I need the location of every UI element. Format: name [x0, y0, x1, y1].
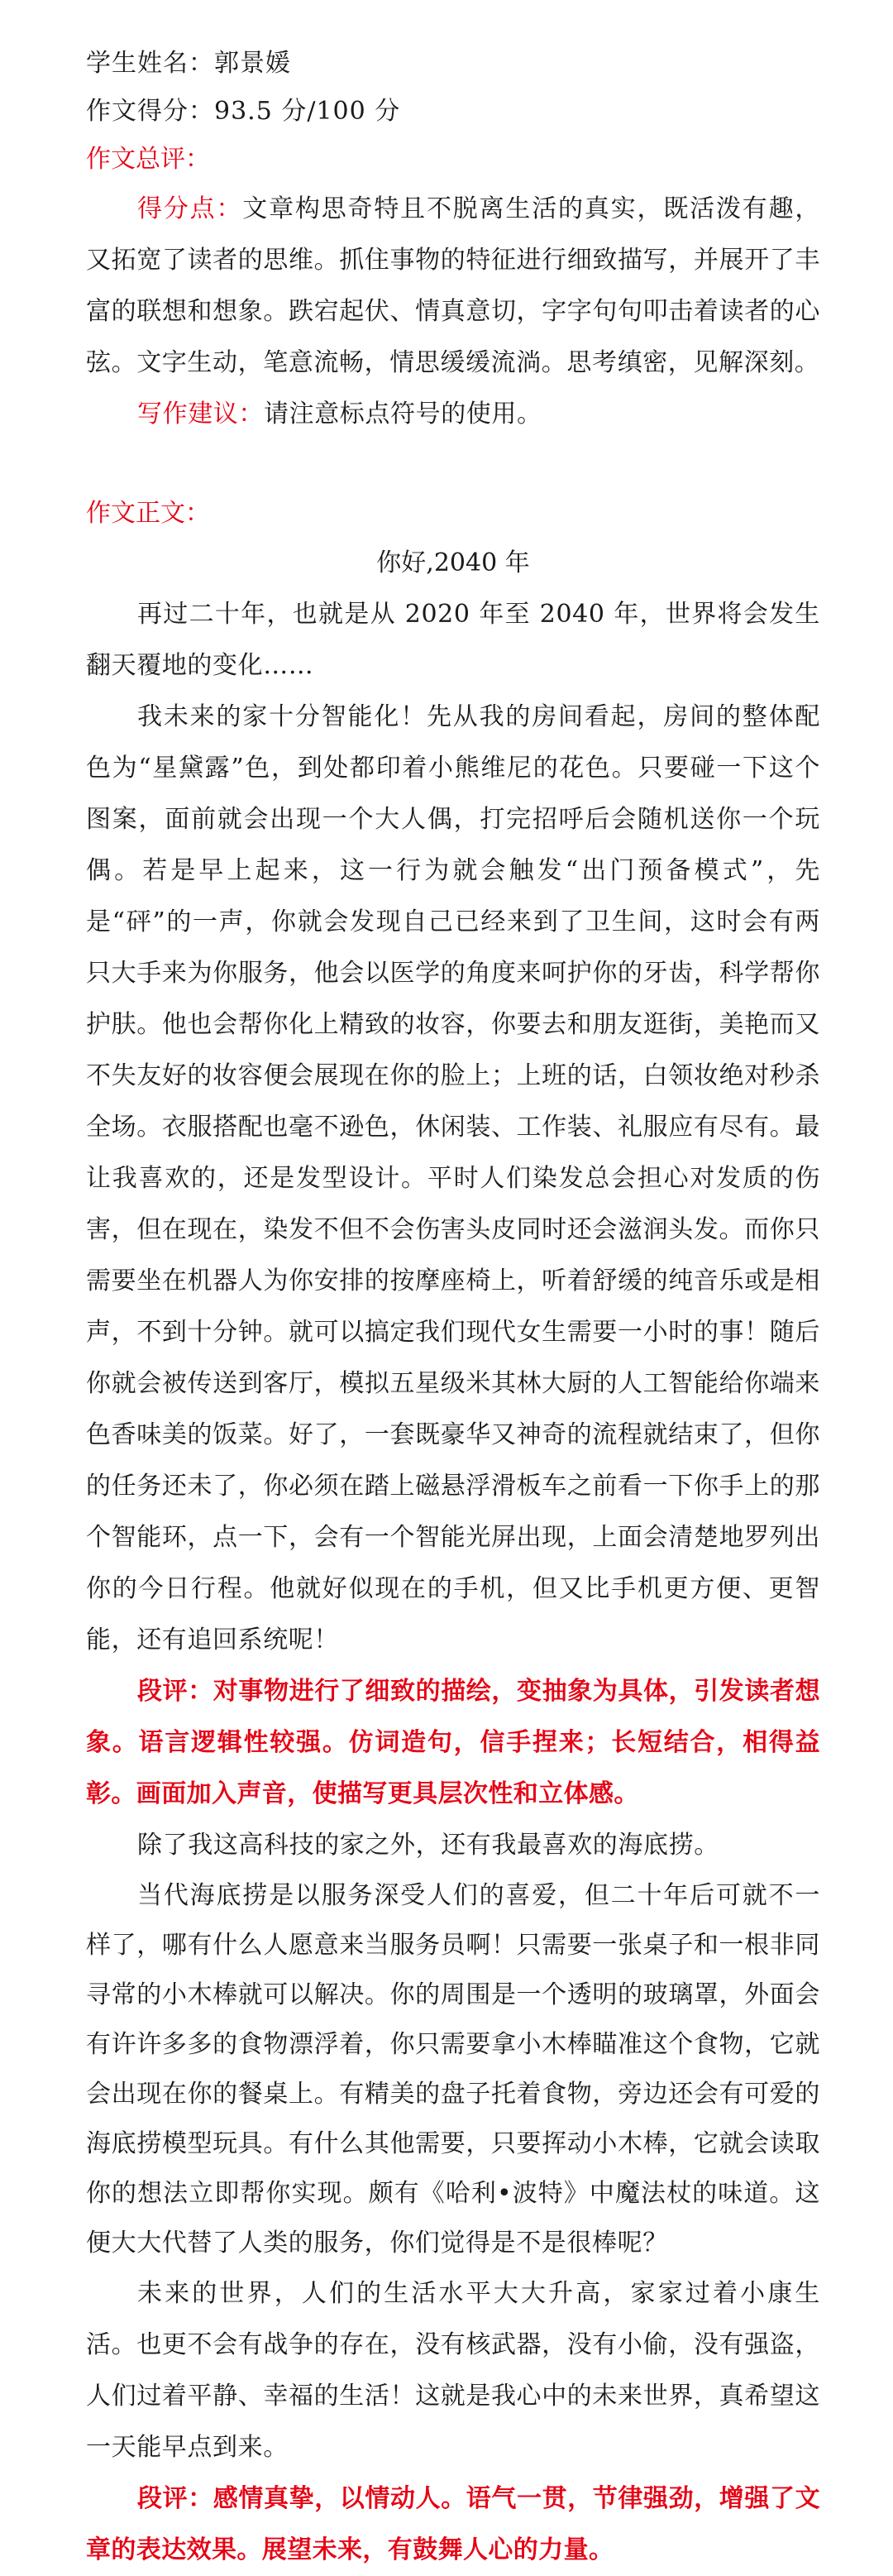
student-name: 学生姓名：郭景媛: [86, 49, 291, 78]
essay-paragraph-1: 再过二十年，也就是从 2020 年至 2040 年，世界将会发生翻天覆地的变化……: [86, 600, 820, 680]
essay-score: 作文得分：93.5 分/100 分: [86, 97, 401, 126]
advice-text: 请注意标点符号的使用。: [264, 400, 542, 429]
essay-paragraph-3: 除了我这高科技的家之外，还有我最喜欢的海底捞。: [137, 1831, 719, 1860]
essay-paragraph-4: 当代海底捞是以服务深受人们的喜爱，但二十年后可就不一样了，哪有什么人愿意来当服务员啊！只需要一张桌子和一根非同寻常的小木棒就可以解决。你的周围是一个透明的玻璃罩，外面会有许许多多的食物漂浮着，你只需要拿小木棒瞄准这个食物，它就会出现在你的餐桌上。有精美的盘子托着食物，旁边还会有可爱的海底捞模型玩具。有什么其他需要，只要挥动小木棒，它就会读取你的想法立即帮你实现。颇有《哈利•波特》中魔法杖的味道。这便大大代替了人类的服务，你们觉得是不是很棒呢？: [86, 1881, 820, 2258]
advice-paragraph: [86, 389, 820, 440]
strengths-paragraph: [86, 184, 820, 389]
essay-body-heading: 作文正文：: [86, 499, 210, 528]
paragraph-comment-2: 段评：感情真挚，以情动人。语气一贯，节律强劲，增强了文章的表达效果。展望未来，有鼓舞人心的力量。: [86, 2484, 820, 2564]
paragraph-comment-1: 段评：对事物进行了细致的描绘，变抽象为具体，引发读者想象。语言逻辑性较强。仿词造句，信手捏来；长短结合，相得益彰。画面加入声音，使描写更具层次性和立体感。: [86, 1677, 820, 1808]
essay-title: 你好,2040 年: [376, 548, 530, 577]
essay-document: [86, 40, 820, 2576]
advice-label: 写作建议：: [137, 400, 264, 429]
essay-paragraph-2: 我未来的家十分智能化！先从我的房间看起，房间的整体配色为“星黛露”色，到处都印着小熊维尼的花色。只要碰一下这个图案，面前就会出现一个大人偶，打完招呼后会随机送你一个玩偶。若是早上起来，这一行为就会触发“出门预备模式”，先是“砰”的一声，你就会发现自己已经来到了卫生间，这时会有两只大手来为你服务，他会以医学的角度来呵护你的牙齿，科学帮你护肤。他也会帮你化上精致的妆容，你要去和朋友逛街，美艳而又不失友好的妆容便会展现在你的脸上；上班的话，白领妆绝对秒杀全场。衣服搭配也毫不逊色，休闲装、工作装、礼服应有尽有。最让我喜欢的，还是发型设计。平时人们染发总会担心对发质的伤害，但在现在，染发不但不会伤害头皮同时还会滋润头发。而你只需要坐在机器人为你安排的按摩座椅上，听着舒缓的纯音乐或是相声，不到十分钟。就可以搞定我们现代女生需要一小时的事！随后你就会被传送到客厅，模拟五星级米其林大厨的人工智能给你端来色香味美的饭菜。好了，一套既豪华又神奇的流程就结束了，但你的任务还未了，你必须在踏上磁悬浮滑板车之前看一下你手上的那个智能环，点一下，会有一个智能光屏出现，上面会清楚地罗列出你的今日行程。他就好似现在的手机，但又比手机更方便、更智能，还有追回系统呢！: [86, 702, 820, 1654]
strengths-label: 得分点：: [137, 194, 243, 223]
essay-paragraph-5: 未来的世界，人们的生活水平大大升高，家家过着小康生活。也更不会有战争的存在，没有核武器，没有小偷，没有强盗，人们过着平静、幸福的生活！这就是我心中的未来世界，真希望这一天能早点到来。: [86, 2279, 820, 2462]
overall-review-heading: 作文总评：: [86, 145, 210, 174]
strengths-text: 文章构思奇特且不脱离生活的真实，既活泼有趣，又拓宽了读者的思维。抓住事物的特征进行细致描写，并展开了丰富的联想和想象。跌宕起伏、情真意切，字字句句叩击着读者的心弦。文字生动，笔意流畅，情思缓缓流淌。思考缜密，见解深刻。: [86, 194, 820, 377]
